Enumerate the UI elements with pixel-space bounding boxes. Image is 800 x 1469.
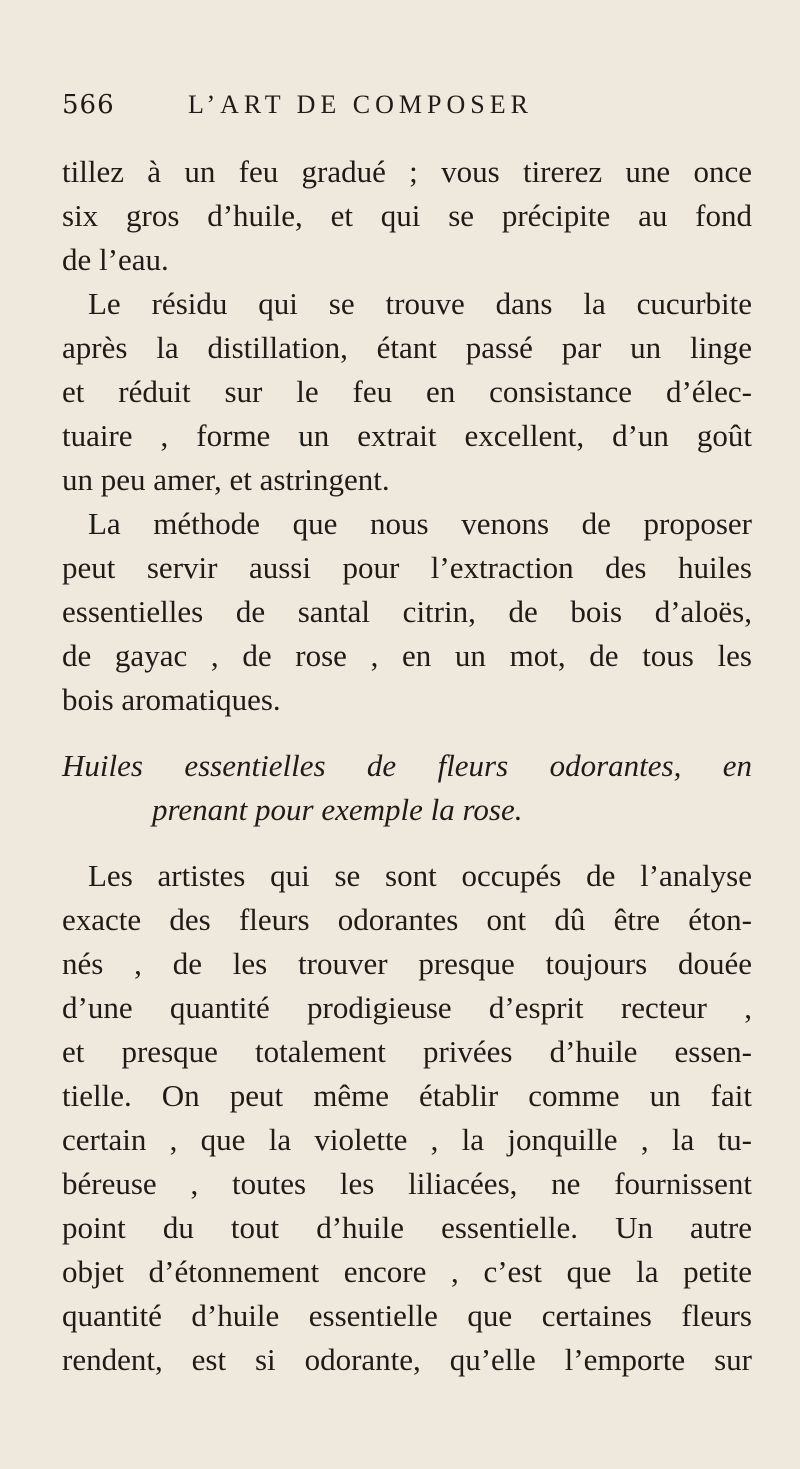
text-line: Le résidu qui se trouve dans la cucurbite <box>88 286 752 321</box>
text-line: et réduit sur le feu en consistance d’élec- <box>62 374 752 409</box>
text-line: bois aromatiques. <box>62 682 281 717</box>
text-line: tuaire , forme un extrait excellent, d’un goût <box>62 418 752 453</box>
text-line: rendent, est si odorante, qu’elle l’emporte sur <box>62 1342 752 1377</box>
page-header <box>62 90 762 130</box>
running-title: L’ART DE COMPOSER <box>188 90 533 119</box>
text-line: point du tout d’huile essentielle. Un autre <box>62 1210 752 1245</box>
text-line: Les artistes qui se sont occupés de l’analyse <box>88 858 752 893</box>
text-line: objet d’étonnement encore , c’est que la petite <box>62 1254 752 1289</box>
spacer <box>62 722 752 744</box>
text-line: essentielles de santal citrin, de bois d’aloës, <box>62 594 752 629</box>
paragraph-4 <box>62 854 752 1382</box>
heading-line: Huiles essentielles de fleurs odorantes, en <box>62 748 752 783</box>
text-line: béreuse , toutes les liliacées, ne fournissent <box>62 1166 752 1201</box>
page-number: 566 <box>62 90 115 120</box>
paragraph-1 <box>62 150 752 282</box>
text-line: exacte des fleurs odorantes ont dû être éton- <box>62 902 752 937</box>
spacer <box>62 832 752 854</box>
text-line: tielle. On peut même établir comme un fait <box>62 1078 752 1113</box>
heading-line: prenant pour exemple la rose. <box>152 792 523 827</box>
text-line: tillez à un feu gradué ; vous tirerez une once <box>62 154 752 189</box>
text-line: certain , que la violette , la jonquille , la tu- <box>62 1122 752 1157</box>
text-line: un peu amer, et astringent. <box>62 462 390 497</box>
text-line: La méthode que nous venons de proposer <box>88 506 752 541</box>
text-line: six gros d’huile, et qui se précipite au fond <box>62 198 752 233</box>
text-line: et presque totalement privées d’huile essen- <box>62 1034 752 1069</box>
text-line: peut servir aussi pour l’extraction des huiles <box>62 550 752 585</box>
body-text <box>62 150 752 1382</box>
paragraph-3 <box>62 502 752 722</box>
text-line: quantité d’huile essentielle que certaines fleurs <box>62 1298 752 1333</box>
text-line: de gayac , de rose , en un mot, de tous les <box>62 638 752 673</box>
text-line: après la distillation, étant passé par un linge <box>62 330 752 365</box>
paragraph-2 <box>62 282 752 502</box>
text-line: nés , de les trouver presque toujours douée <box>62 946 752 981</box>
text-line: d’une quantité prodigieuse d’esprit recteur , <box>62 990 752 1025</box>
section-heading <box>62 744 752 832</box>
text-line: de l’eau. <box>62 242 169 277</box>
